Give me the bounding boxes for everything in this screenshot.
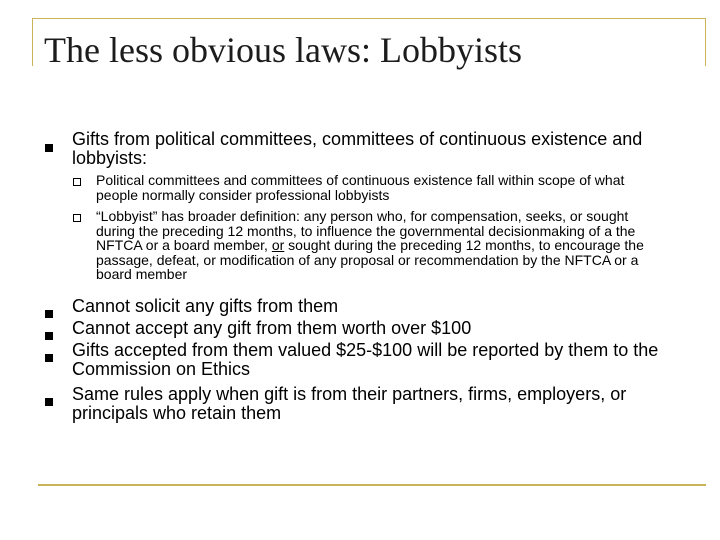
top-border-line (32, 18, 706, 19)
square-bullet-icon (45, 310, 53, 318)
bullet-same-rules: Same rules apply when gift is from their partners, firms, employers, or principals who retain them (72, 384, 627, 423)
lobbyist-definition-or: or (271, 237, 285, 254)
subbullet-lobbyist-definition (96, 209, 666, 282)
hollow-square-bullet-icon (73, 178, 81, 186)
square-bullet-icon (45, 398, 53, 406)
square-bullet-icon (45, 354, 53, 362)
bullet-cannot-accept: Cannot accept any gift from them worth over $100 (72, 318, 472, 338)
bullet-gifts-accepted: Gifts accepted from them valued $25-$100 will be reported by them to the Commission on Ethics (72, 340, 659, 379)
left-border-line (32, 18, 33, 66)
subbullet-political-committees: Political committees and committees of continuous existence fall within scope of what people normally consider professional lobbyists (96, 172, 625, 203)
square-bullet-icon (45, 144, 53, 152)
bullet-cannot-solicit: Cannot solicit any gifts from them (72, 296, 339, 316)
bottom-border-line (38, 484, 706, 486)
lobbyist-definition-text-a: “Lobbyist” has broader definition: any person who, for compensation, seeks, or sought during the preceding 12 months, to influence the governmental decisionmaking of a the NFTCA or a board member, (96, 208, 636, 254)
slide-title: The less obvious laws: Lobbyists (44, 30, 522, 70)
hollow-square-bullet-icon (73, 214, 81, 222)
right-border-line (705, 18, 706, 66)
square-bullet-icon (45, 332, 53, 340)
bullet-gifts-from: Gifts from political committees, committees of continuous existence and lobbyists: (72, 129, 643, 168)
lobbyist-definition-text-b: sought during the preceding 12 months, to encourage the passage, defeat, or modification of any proposal or recommendation by the NFTCA or a board member (96, 237, 644, 283)
